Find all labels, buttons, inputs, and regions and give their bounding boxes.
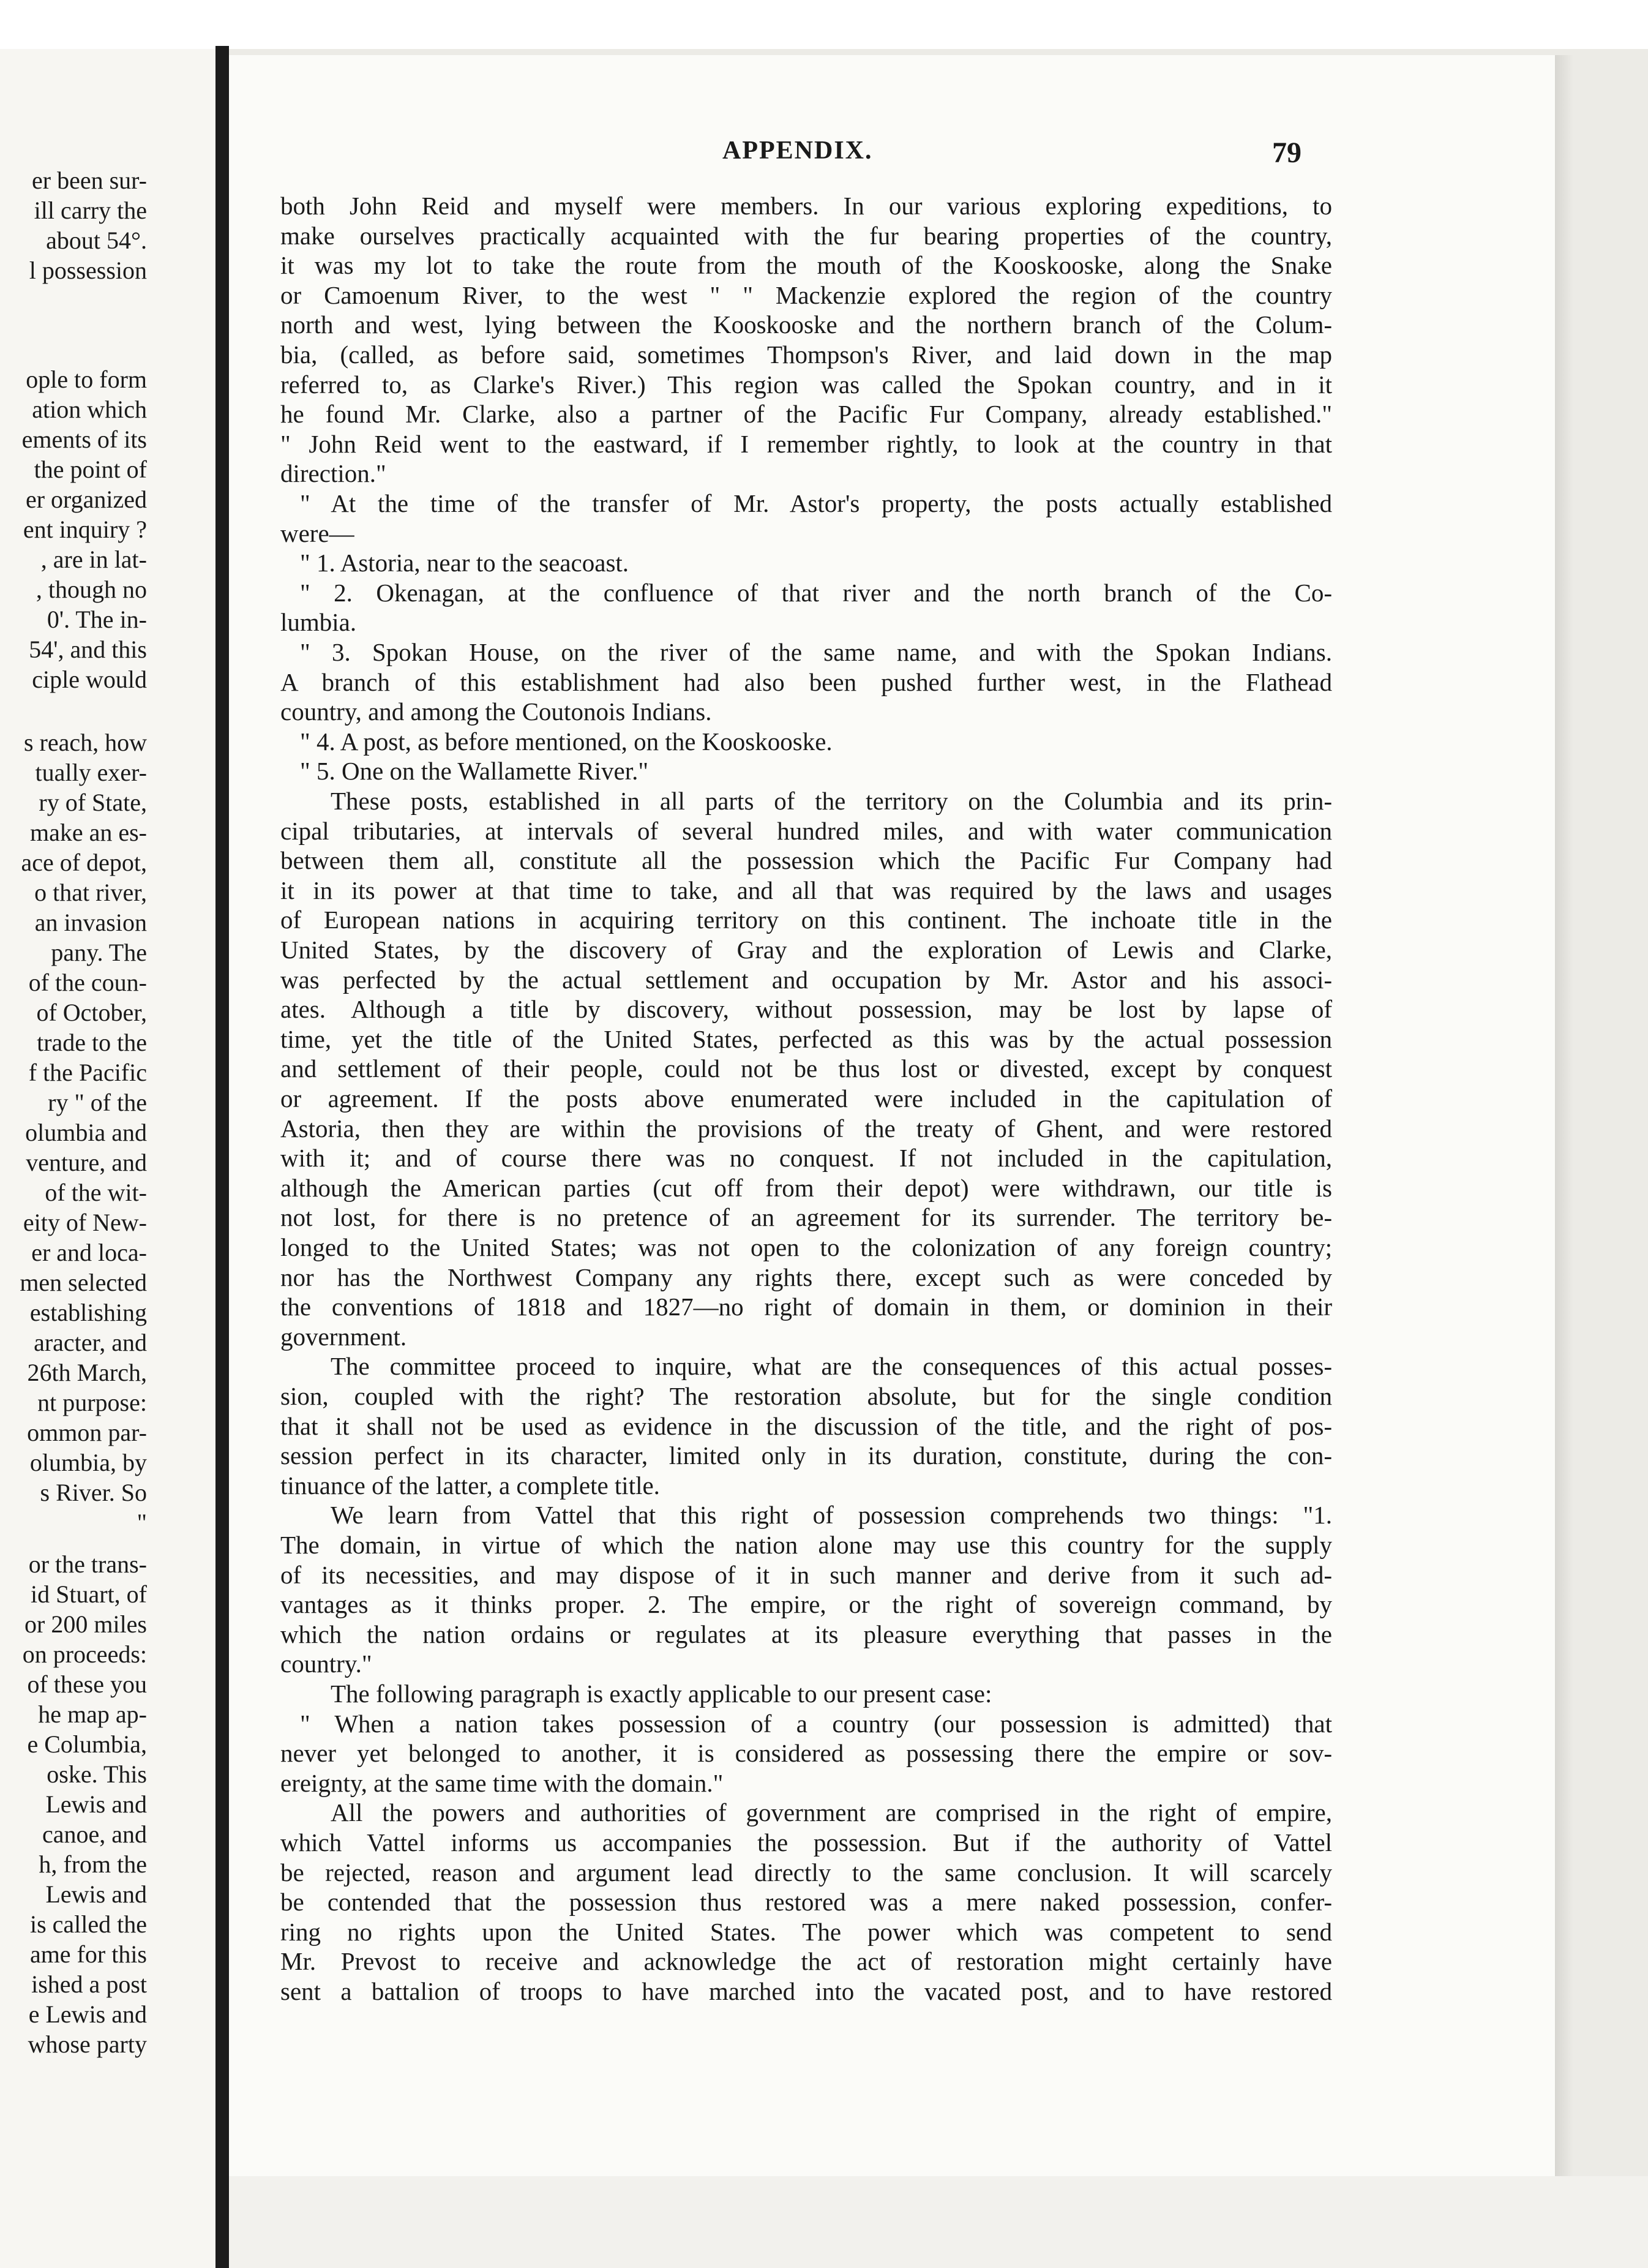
left-page-line: on proceeds: [22, 1640, 147, 1668]
body-line: Astoria, then they are within the provisions of the treaty of Ghent, and were restored [280, 1114, 1332, 1143]
body-line: longed to the United States; was not open to the colonization of any foreign country; [280, 1233, 1332, 1261]
body-line: " When a nation takes possession of a country (our possession is admitted) that [300, 1710, 1332, 1738]
body-line: it in its power at that time to take, and all that was required by the laws and usages [280, 876, 1332, 904]
body-line: that it shall not be used as evidence in the discussion of the title, and the right of pos- [280, 1412, 1332, 1440]
left-page-line: he map ap- [38, 1700, 147, 1728]
left-page-line: 26th March, [27, 1359, 147, 1386]
left-page-line: eity of New- [23, 1209, 147, 1236]
left-page-line: of the coun- [28, 969, 147, 996]
body-line: " 3. Spokan House, on the river of the same name, and with the Spokan Indians. [300, 638, 1332, 666]
body-line: " 2. Okenagan, at the confluence of that river and the north branch of the Co- [300, 579, 1332, 607]
body-line: north and west, lying between the Kooskooske and the northern branch of the Colum- [280, 310, 1332, 339]
body-line: session perfect in its character, limited only in its duration, constitute, during the con- [280, 1441, 1332, 1470]
left-page-line: trade to the [37, 1029, 147, 1056]
left-page-line: about 54°. [46, 227, 147, 254]
left-page-line: or the trans- [28, 1550, 147, 1578]
left-page-line: aracter, and [34, 1329, 147, 1356]
body-line: " 4. A post, as before mentioned, on the Kooskooske. [300, 727, 833, 756]
body-line: United States, by the discovery of Gray and the exploration of Lewis and Clarke, [280, 936, 1332, 964]
body-line: never yet belonged to another, it is considered as possessing there the empire or sov- [280, 1739, 1332, 1767]
left-page-line: f the Pacific [28, 1059, 147, 1086]
body-line: although the American parties (cut off from their depot) were withdrawn, our title is [280, 1174, 1332, 1202]
body-line: sent a battalion of troops to have marched into the vacated post, and to have restored [280, 1977, 1332, 2005]
left-page-line: 54', and this [29, 636, 147, 663]
body-line: vantages as it thinks proper. 2. The empire, or the right of sovereign command, by [280, 1590, 1332, 1618]
body-line: of European nations in acquiring territory on this continent. The inchoate title in the [280, 906, 1332, 934]
left-page-line: er and loca- [31, 1239, 147, 1266]
left-page-line: Lewis and [45, 1790, 147, 1818]
body-line: not lost, for there is no pretence of an agreement for its surrender. The territory be- [280, 1203, 1332, 1231]
left-page-line: ements of its [21, 426, 147, 453]
page-number: 79 [1272, 137, 1302, 169]
body-line: country, and among the Coutonois Indians. [280, 697, 712, 726]
left-page-line: s reach, how [23, 729, 147, 756]
left-page-line: ame for this [29, 1940, 147, 1968]
body-line: cipal tributaries, at intervals of several hundred miles, and with water communication [280, 817, 1332, 845]
left-page-line: o that river, [34, 879, 147, 906]
left-page-line: establishing [29, 1299, 147, 1326]
body-line: be rejected, reason and argument lead directly to the same conclusion. It will scarcely [280, 1858, 1332, 1887]
left-page-line: of October, [36, 999, 147, 1026]
body-line: These posts, established in all parts of the territory on the Columbia and its prin- [331, 787, 1332, 815]
body-line: " 1. Astoria, near to the seacoast. [300, 549, 629, 577]
body-line: All the powers and authorities of government are comprised in the right of empire, [331, 1798, 1332, 1827]
left-page-line: of the wit- [45, 1179, 147, 1206]
book-gutter [215, 46, 229, 2268]
body-line: direction." [280, 459, 386, 487]
body-line: of its necessities, and may dispose of it in such manner and derive from it such ad- [280, 1561, 1332, 1589]
left-page-line: or 200 miles [24, 1610, 147, 1638]
left-page-line: ry of State, [39, 789, 147, 816]
scan-bottom-margin [229, 2176, 1648, 2268]
left-page-line: , though no [36, 576, 147, 603]
body-line: The committee proceed to inquire, what are the consequences of this actual posses- [331, 1352, 1332, 1380]
left-page-line: ace of depot, [21, 849, 147, 876]
left-page-line: , are in lat- [40, 546, 147, 573]
running-head: APPENDIX. [722, 137, 873, 165]
left-page-line: Lewis and [45, 1880, 147, 1908]
body-line: " John Reid went to the eastward, if I remember rightly, to look at the country in that [280, 430, 1332, 458]
left-page-line: id Stuart, of [31, 1580, 147, 1608]
left-page-line: " [137, 1509, 147, 1536]
left-page-line: the point of [34, 456, 147, 483]
left-page-line: ommon par- [27, 1419, 147, 1446]
body-line: was perfected by the actual settlement and occupation by Mr. Astor and his associ- [280, 966, 1332, 994]
body-line: time, yet the title of the United States, perfected as this was by the actual possession [280, 1025, 1332, 1053]
body-line: country." [280, 1650, 372, 1678]
body-line: ereignty, at the same time with the domain." [280, 1769, 724, 1797]
body-line: ring no rights upon the United States. The power which was competent to send [280, 1918, 1332, 1946]
left-page-line: h, from the [39, 1850, 147, 1878]
left-page-line: s River. So [40, 1479, 147, 1506]
body-line: make ourselves practically acquainted with the fur bearing properties of the country, [280, 222, 1332, 250]
left-page-line: pany. The [51, 939, 147, 966]
left-page-line: ople to form [26, 366, 147, 393]
body-line: and settlement of their people, could not be thus lost or divested, except by conquest [280, 1054, 1332, 1083]
left-page-line: venture, and [26, 1149, 147, 1176]
body-line: The following paragraph is exactly applicable to our present case: [331, 1680, 992, 1708]
body-line: Mr. Prevost to receive and acknowledge the act of restoration might certainly have [280, 1947, 1332, 1975]
body-line: or Camoenum River, to the west " " Mackenzie explored the region of the country [280, 281, 1332, 309]
left-page-line: ill carry the [34, 197, 147, 224]
body-line: with it; and of course there was no conquest. If not included in the capitulation, [280, 1144, 1332, 1172]
left-page-line: olumbia, by [29, 1449, 147, 1476]
body-line: A branch of this establishment had also been pushed further west, in the Flathead [280, 668, 1332, 696]
body-line: it was my lot to take the route from the mouth of the Kooskooske, along the Snake [280, 251, 1332, 279]
body-line: We learn from Vattel that this right of possession comprehends two things: "1. [331, 1501, 1332, 1529]
left-page-line: ry " of the [48, 1089, 147, 1116]
left-page-line: 0'. The in- [47, 606, 147, 633]
body-line: which the nation ordains or regulates at its pleasure everything that passes in the [280, 1620, 1332, 1648]
body-line: government. [280, 1323, 407, 1351]
body-line: sion, coupled with the right? The restoration absolute, but for the single condition [280, 1382, 1332, 1410]
body-line: the conventions of 1818 and 1827—no right of domain in them, or dominion in their [280, 1293, 1332, 1321]
left-page-line: olumbia and [25, 1119, 147, 1146]
left-page-line: canoe, and [42, 1820, 147, 1848]
left-page-line: men selected [20, 1269, 147, 1296]
left-page-line: ent inquiry ? [23, 516, 147, 543]
body-line: which Vattel informs us accompanies the possession. But if the authority of Vattel [280, 1828, 1332, 1857]
left-page-line: e Columbia, [27, 1730, 147, 1758]
left-page-line: of these you [27, 1670, 147, 1698]
body-line: be contended that the possession thus restored was a mere naked possession, confer- [280, 1888, 1332, 1916]
left-page-line: e Lewis and [28, 2000, 147, 2028]
body-line: were— [280, 519, 354, 547]
body-line: " 5. One on the Wallamette River." [300, 757, 649, 785]
left-page-line: ciple would [32, 666, 147, 693]
body-line: tinuance of the latter, a complete title. [280, 1471, 660, 1500]
body-line: lumbia. [280, 608, 357, 636]
body-line: The domain, in virtue of which the nation alone may use this country for the supply [280, 1531, 1332, 1559]
left-page-line: nt purpose: [37, 1389, 147, 1416]
body-line: between them all, constitute all the possession which the Pacific Fur Company had [280, 846, 1332, 874]
body-line: bia, (called, as before said, sometimes Thompson's River, and laid down in the map [280, 340, 1332, 369]
body-line: he found Mr. Clarke, also a partner of the Pacific Fur Company, already established." [280, 400, 1332, 428]
left-page-line: an invasion [34, 909, 147, 936]
page-edge-shadow [1555, 55, 1573, 2176]
body-line: nor has the Northwest Company any rights there, except such as were conceded by [280, 1263, 1332, 1291]
left-page-line: ation which [32, 396, 147, 423]
left-page-line: er organized [25, 486, 147, 513]
left-page-line: ished a post [31, 1970, 147, 1998]
left-page-line: whose party [28, 2030, 147, 2058]
scan-background [0, 0, 1648, 49]
body-line: or agreement. If the posts above enumerated were included in the capitulation of [280, 1084, 1332, 1113]
left-page-line: make an es- [29, 819, 147, 846]
left-page-line: tually exer- [35, 759, 147, 786]
left-page-line: oske. This [47, 1760, 147, 1788]
body-line: ates. Although a title by discovery, without possession, may be lost by lapse of [280, 995, 1332, 1023]
body-line: referred to, as Clarke's River.) This region was called the Spokan country, and in it [280, 370, 1332, 399]
left-page-line: is called the [29, 1910, 147, 1938]
body-line: " At the time of the transfer of Mr. Astor's property, the posts actually established [300, 489, 1332, 517]
left-page-fragment [0, 49, 215, 2268]
left-page-line: l possession [29, 257, 147, 284]
body-line: both John Reid and myself were members. In our various exploring expeditions, to [280, 192, 1332, 220]
left-page-line: er been sur- [32, 167, 147, 194]
